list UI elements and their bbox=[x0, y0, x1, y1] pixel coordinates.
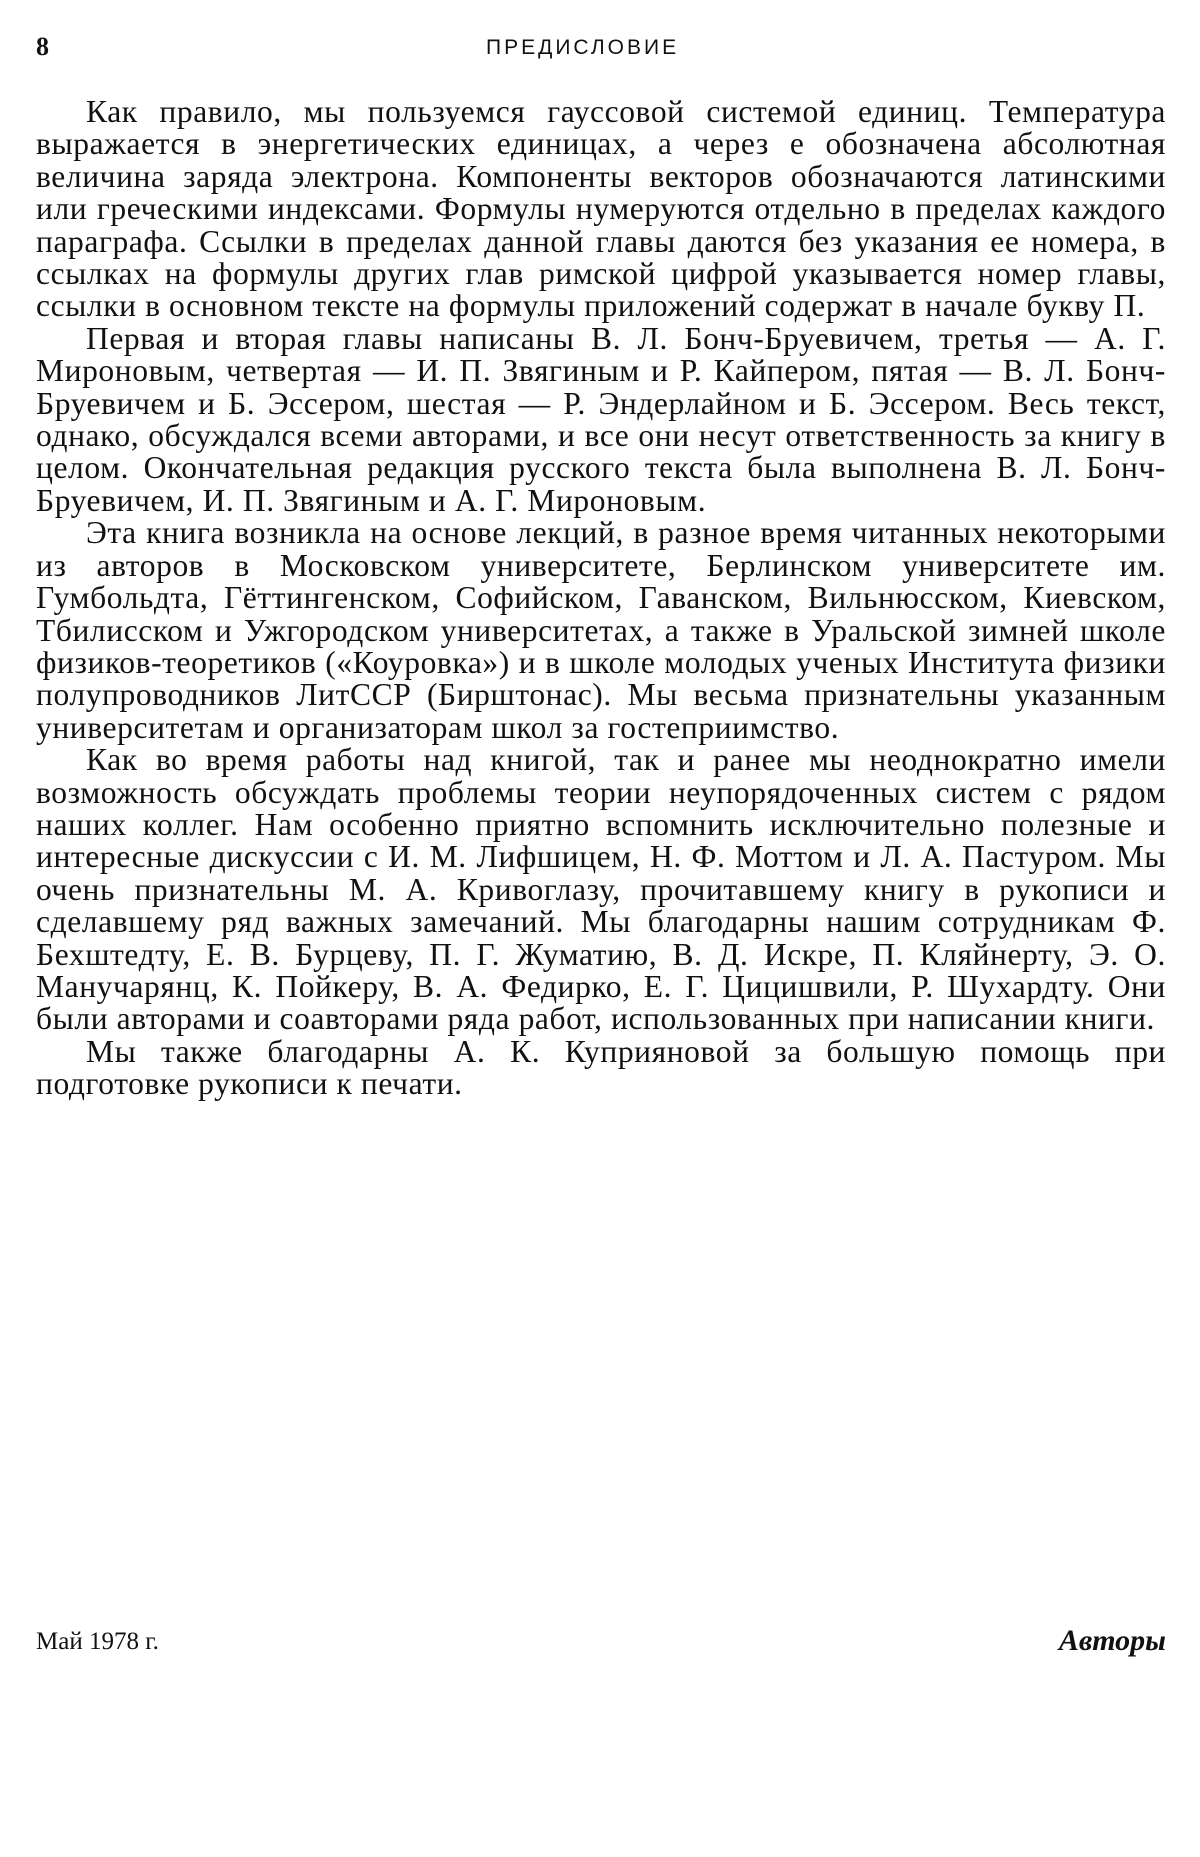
page-header bbox=[36, 32, 1166, 72]
paragraph-conventions: Как правило, мы пользуемся гауссовой системой единиц. Температура выражается в энергетических единицах, а через e обозначена абсолютная величина заряда электрона. Компоненты векторов обозначаются латинскими или греческими индексами. Формулы нумеруются отдельно в пределах каждого параграфа. Ссылки в пределах данной главы даются без указания ее номера, в ссылках на формулы других глав римской цифрой указывается номер главы, ссылки в основном тексте на формулы приложений содержат в начале букву П. bbox=[36, 94, 1166, 324]
paragraph-thanks-manuscript: Мы также благодарны А. К. Куприяновой за большую помощь при подготовке рукописи к печати. bbox=[36, 1033, 1166, 1102]
signature-row bbox=[36, 1624, 1166, 1668]
paragraph-acknowledgements: Как во время работы над книгой, так и ранее мы неоднократно имели возможность обсуждать проблемы теории неупорядоченных систем с рядом наших коллег. Нам особенно приятно вспомнить исключительно полезные и интересные дискуссии с И. М. Лифшицем, Н. Ф. Моттом и Л. А. Пастуром. Мы очень признательны М. А. Кривоглазу, прочитавшему книгу в рукописи и сделавшему ряд важных замечаний. Мы благодарны нашим сотрудникам Ф. Бехштедту, Е. В. Бурцеву, П. Г. Жуматию, В. Д. Искре, П. Кляйнерту, Э. О. Манучарянц, К. Пойкеру, В. А. Федирко, Е. Г. Цицишвили, Р. Шухардту. Они были авторами и соавторами ряда работ, использованных при написании книги. bbox=[36, 742, 1166, 1037]
signature-date: Май 1978 г. bbox=[36, 1628, 159, 1655]
paragraph-authorship: Первая и вторая главы написаны В. Л. Бонч-Бруевичем, третья — А. Г. Мироновым, четвертая — И. П. Звягиным и Р. Кайпером, пятая — В. Л. Бонч-Бруевичем и Б. Эссером, шестая — Р. Эндерлайном и Б. Эссером. Весь текст, однако, обсуждался всеми авторами, и все они несут ответственность за книгу в целом. Окончательная редакция русского текста была выполнена В. Л. Бонч-Бруевичем, И. П. Звягиным и А. Г. Мироновым. bbox=[36, 320, 1166, 518]
running-title: ПРЕДИСЛОВИЕ bbox=[486, 36, 680, 59]
paragraph-origin: Эта книга возникла на основе лекций, в разное время читанных некоторыми из авторов в Московском университете, Берлинском университете им. Гумбольдта, Гёттингенском, Софийском, Гаванском, Вильнюсском, Киевском, Тбилисском и Ужгородском университетах, а также в Уральской зимней школе физиков-теоретиков («Коуровка») и в школе молодых ученых Института физики полупроводников ЛитССР (Бирштонас). Мы весьма признательны указанным университетам и организаторам школ за гостеприимство. bbox=[36, 515, 1166, 745]
signature-author: Авторы bbox=[1058, 1624, 1166, 1657]
page-number: 8 bbox=[36, 32, 49, 61]
preface-body bbox=[36, 96, 1166, 1101]
